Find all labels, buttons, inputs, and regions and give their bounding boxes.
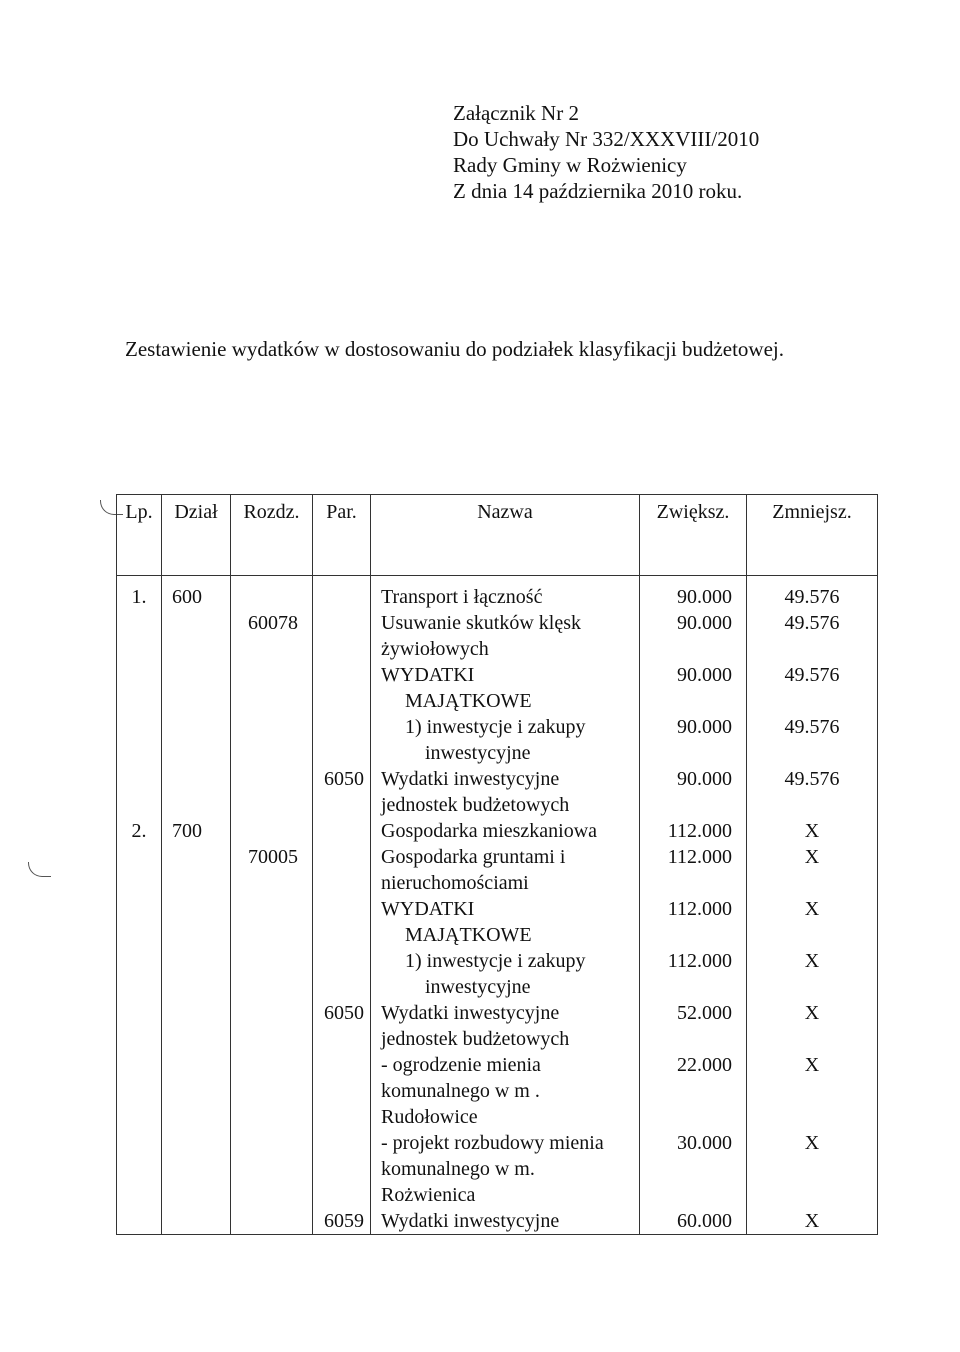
cell-zwieksz xyxy=(640,870,747,896)
cell-nazwa: jednostek budżetowych xyxy=(371,1026,640,1052)
cell-lp xyxy=(117,1026,162,1052)
cell-zwieksz: 52.000 xyxy=(640,1000,747,1026)
table-row xyxy=(117,714,878,740)
table-row xyxy=(117,688,878,714)
cell-rozdz xyxy=(231,1130,313,1156)
cell-par: 6059 xyxy=(313,1208,371,1235)
cell-lp xyxy=(117,922,162,948)
cell-zwieksz: 90.000 xyxy=(640,714,747,740)
cell-dzial xyxy=(162,662,231,688)
cell-rozdz xyxy=(231,740,313,766)
cell-par xyxy=(313,1026,371,1052)
cell-zmniejsz: 49.576 xyxy=(747,662,878,688)
cell-dzial xyxy=(162,1104,231,1130)
cell-dzial xyxy=(162,1182,231,1208)
header-par: Par. xyxy=(313,495,371,576)
cell-zwieksz: 90.000 xyxy=(640,662,747,688)
cell-dzial xyxy=(162,1052,231,1078)
table-row xyxy=(117,610,878,636)
cell-zmniejsz xyxy=(747,922,878,948)
cell-par xyxy=(313,922,371,948)
table-row xyxy=(117,662,878,688)
table-row xyxy=(117,576,878,611)
cell-zmniejsz xyxy=(747,792,878,818)
cell-lp xyxy=(117,1052,162,1078)
cell-lp xyxy=(117,1000,162,1026)
cell-nazwa: 1) inwestycje i zakupy xyxy=(371,714,640,740)
cell-zwieksz xyxy=(640,974,747,1000)
cell-nazwa: Rożwienica xyxy=(371,1182,640,1208)
cell-nazwa: 1) inwestycje i zakupy xyxy=(371,948,640,974)
cell-lp xyxy=(117,1156,162,1182)
cell-zmniejsz: X xyxy=(747,1000,878,1026)
cell-zmniejsz: X xyxy=(747,844,878,870)
cell-zmniejsz: X xyxy=(747,1130,878,1156)
table-row xyxy=(117,792,878,818)
council-name: Rady Gminy w Rożwienicy xyxy=(453,153,687,177)
cell-nazwa: WYDATKI xyxy=(371,662,640,688)
cell-zmniejsz xyxy=(747,1026,878,1052)
cell-rozdz: 70005 xyxy=(231,844,313,870)
cell-lp xyxy=(117,1104,162,1130)
cell-rozdz xyxy=(231,662,313,688)
cell-par: 6050 xyxy=(313,1000,371,1026)
cell-zwieksz: 22.000 xyxy=(640,1052,747,1078)
cell-par: 6050 xyxy=(313,766,371,792)
cell-zwieksz xyxy=(640,1026,747,1052)
cell-zmniejsz xyxy=(747,1104,878,1130)
table-row xyxy=(117,818,878,844)
attachment-number: Załącznik Nr 2 xyxy=(453,101,579,125)
cell-par xyxy=(313,636,371,662)
cell-dzial xyxy=(162,688,231,714)
cell-rozdz xyxy=(231,896,313,922)
cell-zwieksz xyxy=(640,1104,747,1130)
cell-dzial: 600 xyxy=(162,576,231,611)
cell-zmniejsz: 49.576 xyxy=(747,576,878,611)
document-title: Zestawienie wydatków w dostosowaniu do podziałek klasyfikacji budżetowej. xyxy=(125,337,784,361)
cell-dzial xyxy=(162,1078,231,1104)
cell-zwieksz: 112.000 xyxy=(640,896,747,922)
cell-zmniejsz xyxy=(747,688,878,714)
cell-zwieksz: 90.000 xyxy=(640,610,747,636)
cell-lp xyxy=(117,714,162,740)
cell-par xyxy=(313,714,371,740)
cell-rozdz xyxy=(231,576,313,611)
cell-zwieksz xyxy=(640,922,747,948)
table-row xyxy=(117,844,878,870)
cell-nazwa: komunalnego w m . xyxy=(371,1078,640,1104)
cell-nazwa: Gospodarka gruntami i xyxy=(371,844,640,870)
cell-zwieksz: 90.000 xyxy=(640,576,747,611)
cell-nazwa: komunalnego w m. xyxy=(371,1156,640,1182)
cell-lp xyxy=(117,688,162,714)
cell-zwieksz: 30.000 xyxy=(640,1130,747,1156)
resolution-date: Z dnia 14 października 2010 roku. xyxy=(453,179,743,203)
cell-rozdz xyxy=(231,1104,313,1130)
cell-par xyxy=(313,610,371,636)
cell-par xyxy=(313,818,371,844)
cell-lp xyxy=(117,766,162,792)
cell-zwieksz: 90.000 xyxy=(640,766,747,792)
cell-par xyxy=(313,1052,371,1078)
cell-zmniejsz xyxy=(747,1078,878,1104)
attachment-header xyxy=(453,100,759,204)
cell-par xyxy=(313,740,371,766)
table-row xyxy=(117,1000,878,1026)
cell-lp xyxy=(117,896,162,922)
cell-dzial: 700 xyxy=(162,818,231,844)
cell-nazwa: Gospodarka mieszkaniowa xyxy=(371,818,640,844)
cell-rozdz xyxy=(231,1026,313,1052)
cell-rozdz xyxy=(231,974,313,1000)
cell-dzial xyxy=(162,896,231,922)
cell-nazwa: Wydatki inwestycyjne xyxy=(371,1208,640,1235)
header-nazwa: Nazwa xyxy=(371,495,640,576)
table-row xyxy=(117,1104,878,1130)
cell-par xyxy=(313,688,371,714)
cell-lp xyxy=(117,1182,162,1208)
header-dzial: Dział xyxy=(162,495,231,576)
cell-rozdz xyxy=(231,636,313,662)
cell-nazwa: MAJĄTKOWE xyxy=(371,922,640,948)
cell-rozdz xyxy=(231,1182,313,1208)
cell-par xyxy=(313,792,371,818)
cell-lp xyxy=(117,948,162,974)
cell-rozdz xyxy=(231,714,313,740)
cell-par xyxy=(313,1078,371,1104)
cell-par xyxy=(313,1130,371,1156)
cell-par xyxy=(313,974,371,1000)
table-row xyxy=(117,1182,878,1208)
cell-zmniejsz: X xyxy=(747,948,878,974)
table-row xyxy=(117,896,878,922)
table-row xyxy=(117,636,878,662)
cell-lp: 2. xyxy=(117,818,162,844)
cell-zwieksz: 60.000 xyxy=(640,1208,747,1235)
cell-rozdz xyxy=(231,948,313,974)
cell-zmniejsz: 49.576 xyxy=(747,714,878,740)
cell-nazwa: żywiołowych xyxy=(371,636,640,662)
cell-rozdz xyxy=(231,792,313,818)
table-row xyxy=(117,1156,878,1182)
cell-par xyxy=(313,844,371,870)
cell-par xyxy=(313,662,371,688)
cell-rozdz: 60078 xyxy=(231,610,313,636)
cell-dzial xyxy=(162,636,231,662)
cell-dzial xyxy=(162,740,231,766)
cell-zwieksz xyxy=(640,792,747,818)
cell-dzial xyxy=(162,792,231,818)
cell-nazwa: Wydatki inwestycyjne xyxy=(371,766,640,792)
cell-zwieksz xyxy=(640,1078,747,1104)
cell-dzial xyxy=(162,922,231,948)
cell-zwieksz xyxy=(640,688,747,714)
cell-lp xyxy=(117,870,162,896)
cell-dzial xyxy=(162,948,231,974)
table-row xyxy=(117,766,878,792)
cell-nazwa: MAJĄTKOWE xyxy=(371,688,640,714)
cell-zmniejsz xyxy=(747,740,878,766)
cell-nazwa: nieruchomościami xyxy=(371,870,640,896)
header-rozdz: Rozdz. xyxy=(231,495,313,576)
cell-zwieksz xyxy=(640,1182,747,1208)
cell-zmniejsz: X xyxy=(747,1208,878,1235)
cell-nazwa: inwestycyjne xyxy=(371,740,640,766)
cell-rozdz xyxy=(231,1078,313,1104)
punch-hole-mark xyxy=(28,862,51,877)
cell-lp xyxy=(117,662,162,688)
cell-dzial xyxy=(162,1156,231,1182)
cell-par xyxy=(313,1104,371,1130)
cell-par xyxy=(313,1182,371,1208)
table-row xyxy=(117,922,878,948)
cell-rozdz xyxy=(231,1052,313,1078)
cell-zmniejsz: X xyxy=(747,1052,878,1078)
cell-lp xyxy=(117,610,162,636)
table-header-row xyxy=(117,495,878,576)
table-row xyxy=(117,870,878,896)
cell-zmniejsz xyxy=(747,870,878,896)
table-row xyxy=(117,948,878,974)
cell-zmniejsz xyxy=(747,1156,878,1182)
cell-rozdz xyxy=(231,688,313,714)
cell-par xyxy=(313,870,371,896)
cell-zwieksz: 112.000 xyxy=(640,818,747,844)
cell-dzial xyxy=(162,1026,231,1052)
table-row xyxy=(117,740,878,766)
cell-zmniejsz: X xyxy=(747,896,878,922)
header-zwieksz: Zwiększ. xyxy=(640,495,747,576)
cell-zmniejsz xyxy=(747,636,878,662)
cell-dzial xyxy=(162,766,231,792)
cell-dzial xyxy=(162,974,231,1000)
cell-dzial xyxy=(162,870,231,896)
cell-lp: 1. xyxy=(117,576,162,611)
cell-lp xyxy=(117,792,162,818)
table-row xyxy=(117,1208,878,1235)
cell-zwieksz xyxy=(640,1156,747,1182)
table-row xyxy=(117,1078,878,1104)
cell-par xyxy=(313,896,371,922)
cell-rozdz xyxy=(231,922,313,948)
cell-nazwa: - ogrodzenie mienia xyxy=(371,1052,640,1078)
table-row xyxy=(117,1052,878,1078)
cell-zmniejsz: 49.576 xyxy=(747,766,878,792)
cell-zwieksz: 112.000 xyxy=(640,844,747,870)
cell-dzial xyxy=(162,1208,231,1235)
cell-rozdz xyxy=(231,766,313,792)
cell-lp xyxy=(117,636,162,662)
cell-zmniejsz xyxy=(747,974,878,1000)
cell-dzial xyxy=(162,844,231,870)
table-row xyxy=(117,974,878,1000)
header-zmniejsz: Zmniejsz. xyxy=(747,495,878,576)
cell-zwieksz xyxy=(640,740,747,766)
cell-dzial xyxy=(162,610,231,636)
cell-par xyxy=(313,576,371,611)
cell-nazwa: Wydatki inwestycyjne xyxy=(371,1000,640,1026)
header-lp: Lp. xyxy=(117,495,162,576)
cell-par xyxy=(313,948,371,974)
cell-rozdz xyxy=(231,818,313,844)
cell-par xyxy=(313,1156,371,1182)
cell-lp xyxy=(117,1208,162,1235)
cell-rozdz xyxy=(231,1156,313,1182)
cell-dzial xyxy=(162,1000,231,1026)
cell-dzial xyxy=(162,714,231,740)
cell-lp xyxy=(117,740,162,766)
cell-zwieksz xyxy=(640,636,747,662)
table-row xyxy=(117,1026,878,1052)
cell-nazwa: Rudołowice xyxy=(371,1104,640,1130)
cell-zmniejsz: 49.576 xyxy=(747,610,878,636)
table-row xyxy=(117,1130,878,1156)
cell-zmniejsz: X xyxy=(747,818,878,844)
cell-dzial xyxy=(162,1130,231,1156)
cell-rozdz xyxy=(231,870,313,896)
cell-zwieksz: 112.000 xyxy=(640,948,747,974)
cell-lp xyxy=(117,974,162,1000)
cell-lp xyxy=(117,844,162,870)
cell-nazwa: jednostek budżetowych xyxy=(371,792,640,818)
cell-zmniejsz xyxy=(747,1182,878,1208)
cell-nazwa: inwestycyjne xyxy=(371,974,640,1000)
cell-nazwa: WYDATKI xyxy=(371,896,640,922)
cell-lp xyxy=(117,1130,162,1156)
resolution-number: Do Uchwały Nr 332/XXXVIII/2010 xyxy=(453,127,760,151)
cell-rozdz xyxy=(231,1000,313,1026)
cell-nazwa: Transport i łączność xyxy=(371,576,640,611)
expenditure-table xyxy=(116,494,878,1235)
cell-rozdz xyxy=(231,1208,313,1235)
cell-lp xyxy=(117,1078,162,1104)
cell-nazwa: Usuwanie skutków klęsk xyxy=(371,610,640,636)
cell-nazwa: - projekt rozbudowy mienia xyxy=(371,1130,640,1156)
